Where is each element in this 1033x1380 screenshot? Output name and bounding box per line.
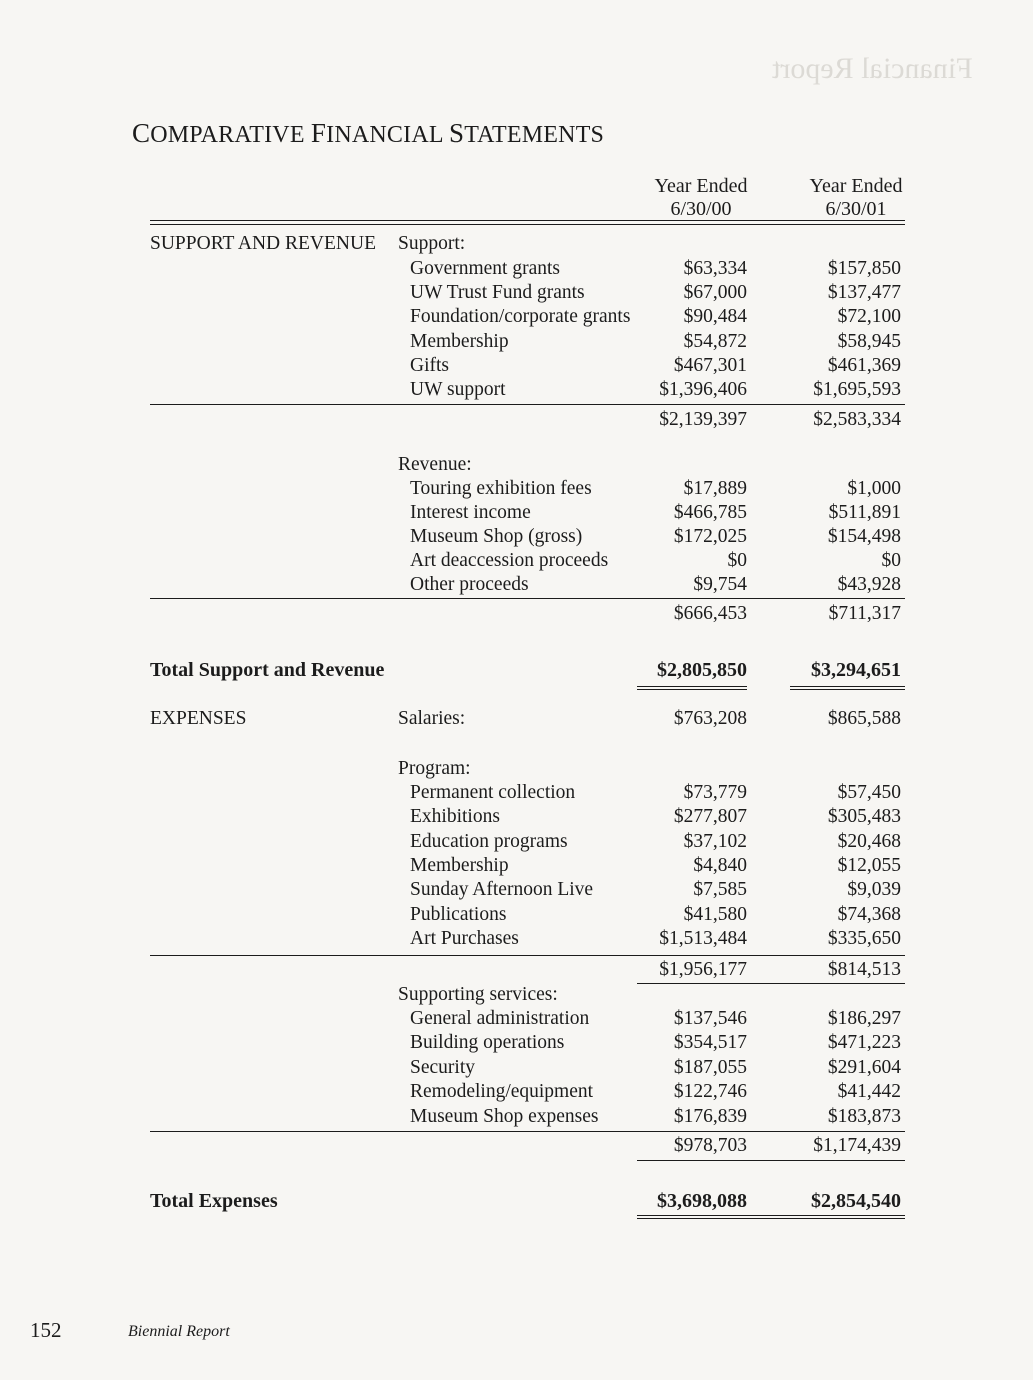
total-double-rule [637,1218,905,1219]
value-2001: $20,468 [837,831,901,852]
value-2001: $9,039 [847,879,901,900]
row-label: Exhibitions [410,806,500,827]
program-heading: Program: [398,758,471,779]
value-2001: $12,055 [837,855,901,876]
row-label: UW Trust Fund grants [410,282,585,303]
salaries-row [0,707,1033,731]
header-rule-bottom [150,224,905,225]
support-heading-row [0,232,1033,256]
row-label: Other proceeds [410,574,529,595]
column-header-2000 [646,175,756,221]
page-title: COMPARATIVE FINANCIAL STATEMENTS [132,118,605,148]
value-2000: $67,000 [683,282,747,303]
value-2001: $0 [881,550,901,571]
row-label: Museum Shop (gross) [410,526,583,547]
value-2000: $1,513,484 [659,928,747,949]
table-row [0,781,1033,805]
total-expenses-2000: $3,698,088 [657,1190,747,1212]
column-header-line2: 6/30/01 [825,198,887,220]
value-2001: $58,945 [837,331,901,352]
value-2001: $1,000 [847,478,901,499]
row-label: Education programs [410,831,568,852]
revenue-subtotal-row [0,602,1033,626]
value-2000: $17,889 [683,478,747,499]
value-2000: $467,301 [673,355,747,376]
subtotal-2001: $2,583,334 [813,409,901,430]
column-header-line1: Year Ended [654,175,748,197]
total-support-row [0,658,1033,682]
value-2000: $763,208 [673,708,747,729]
supporting-subtotal-row [0,1134,1033,1158]
value-2001: $186,297 [827,1008,901,1029]
value-2001: $57,450 [837,782,901,803]
table-row [0,378,1033,402]
total-double-rule [637,686,747,687]
supporting-heading: Supporting services: [398,984,558,1005]
support-heading: Support: [398,233,466,254]
total-support-label: Total Support and Revenue [150,659,385,681]
row-label: Gifts [410,355,449,376]
column-header-2001 [801,175,911,221]
value-2001: $183,873 [827,1106,901,1127]
column-header-line2: 6/30/00 [670,198,732,220]
value-2001: $471,223 [827,1032,901,1053]
table-row [0,501,1033,525]
value-2001: $291,604 [827,1057,901,1078]
row-label: UW support [410,379,506,400]
row-label: Sunday Afternoon Live [410,879,594,900]
value-2000: $37,102 [683,831,747,852]
table-row [0,330,1033,354]
table-row [0,1007,1033,1031]
value-2001: $305,483 [827,806,901,827]
value-2001: $74,368 [837,904,901,925]
table-row [0,903,1033,927]
subtotal-2001: $1,174,439 [813,1135,901,1156]
value-2000: $63,334 [683,258,747,279]
subtotal-2000: $1,956,177 [659,959,747,980]
table-row [0,854,1033,878]
supporting-heading-row [0,983,1033,1007]
value-2000: $354,517 [673,1032,747,1053]
value-2000: $4,840 [693,855,747,876]
value-2000: $41,580 [683,904,747,925]
total-expenses-row [0,1189,1033,1213]
table-row [0,525,1033,549]
table-row [0,281,1033,305]
total-support-2001: $3,294,651 [811,659,901,681]
table-row [0,805,1033,829]
value-2000: $90,484 [683,306,747,327]
value-2001: $154,498 [827,526,901,547]
row-label: General administration [410,1008,590,1029]
total-double-rule [790,689,905,690]
table-row [0,878,1033,902]
value-2000: $122,746 [673,1081,747,1102]
table-row [0,1080,1033,1104]
total-double-rule [637,689,747,690]
row-label: Art Purchases [410,928,519,949]
subtotal-2001: $711,317 [828,603,901,624]
publication-name: Biennial Report [128,1323,230,1340]
value-2000: $9,754 [693,574,747,595]
row-label: Art deaccession proceeds [410,550,609,571]
table-row [0,477,1033,501]
value-2000: $172,025 [673,526,747,547]
value-2001: $157,850 [827,258,901,279]
value-2000: $277,807 [673,806,747,827]
value-2000: $187,055 [673,1057,747,1078]
subtotal-2000: $2,139,397 [659,409,747,430]
subtotal-rule [150,404,905,405]
revenue-heading: Revenue: [398,454,472,475]
running-header: Financial Report [772,52,973,85]
value-2000: $176,839 [673,1106,747,1127]
subtotal-2001: $814,513 [827,959,901,980]
table-row [0,830,1033,854]
row-label: Building operations [410,1032,565,1053]
row-label: Touring exhibition fees [410,478,592,499]
support-subtotal-row [0,408,1033,432]
table-row [0,927,1033,951]
value-2001: $461,369 [827,355,901,376]
value-2000: $1,396,406 [659,379,747,400]
row-label: Government grants [410,258,561,279]
total-expenses-2001: $2,854,540 [811,1190,901,1212]
table-row [0,1105,1033,1129]
value-2000: $73,779 [683,782,747,803]
page-number: 152 [30,1318,62,1342]
subtotal-rule [150,955,905,956]
value-2001: $511,891 [828,502,901,523]
value-2000: $466,785 [673,502,747,523]
value-2000: $7,585 [693,879,747,900]
subtotal-rule [150,1131,905,1132]
row-label: Remodeling/equipment [410,1081,594,1102]
table-row [0,305,1033,329]
total-expenses-label: Total Expenses [150,1190,278,1212]
salaries-label: Salaries: [398,708,466,729]
total-double-rule [637,1215,905,1216]
value-2001: $137,477 [827,282,901,303]
value-2000: $137,546 [673,1008,747,1029]
value-2000: $0 [727,550,747,571]
row-label: Security [410,1057,475,1078]
section-expenses: EXPENSES [150,708,247,729]
row-label: Publications [410,904,507,925]
table-row [0,573,1033,597]
value-2001: $43,928 [837,574,901,595]
table-row [0,354,1033,378]
subtotal-underline [637,1160,905,1161]
column-header-line1: Year Ended [809,175,903,197]
value-2001: $1,695,593 [813,379,901,400]
subtotal-2000: $978,703 [673,1135,747,1156]
program-subtotal-row [0,958,1033,982]
row-label: Museum Shop expenses [410,1106,599,1127]
table-row [0,1031,1033,1055]
value-2001: $335,650 [827,928,901,949]
row-label: Membership [410,331,509,352]
row-label: Interest income [410,502,531,523]
table-row [0,1056,1033,1080]
section-support-revenue: SUPPORT AND REVENUE [150,233,377,254]
revenue-heading-row [0,453,1033,477]
table-row [0,549,1033,573]
value-2001: $72,100 [837,306,901,327]
row-label: Permanent collection [410,782,576,803]
row-label: Foundation/corporate grants [410,306,631,327]
value-2000: $54,872 [683,331,747,352]
program-heading-row [0,757,1033,781]
value-2001: $41,442 [837,1081,901,1102]
table-row [0,257,1033,281]
row-label: Membership [410,855,509,876]
total-double-rule [790,686,905,687]
value-2001: $865,588 [827,708,901,729]
subtotal-2000: $666,453 [673,603,747,624]
total-support-2000: $2,805,850 [657,659,747,681]
subtotal-rule [150,598,905,599]
header-rule-top [150,220,905,221]
